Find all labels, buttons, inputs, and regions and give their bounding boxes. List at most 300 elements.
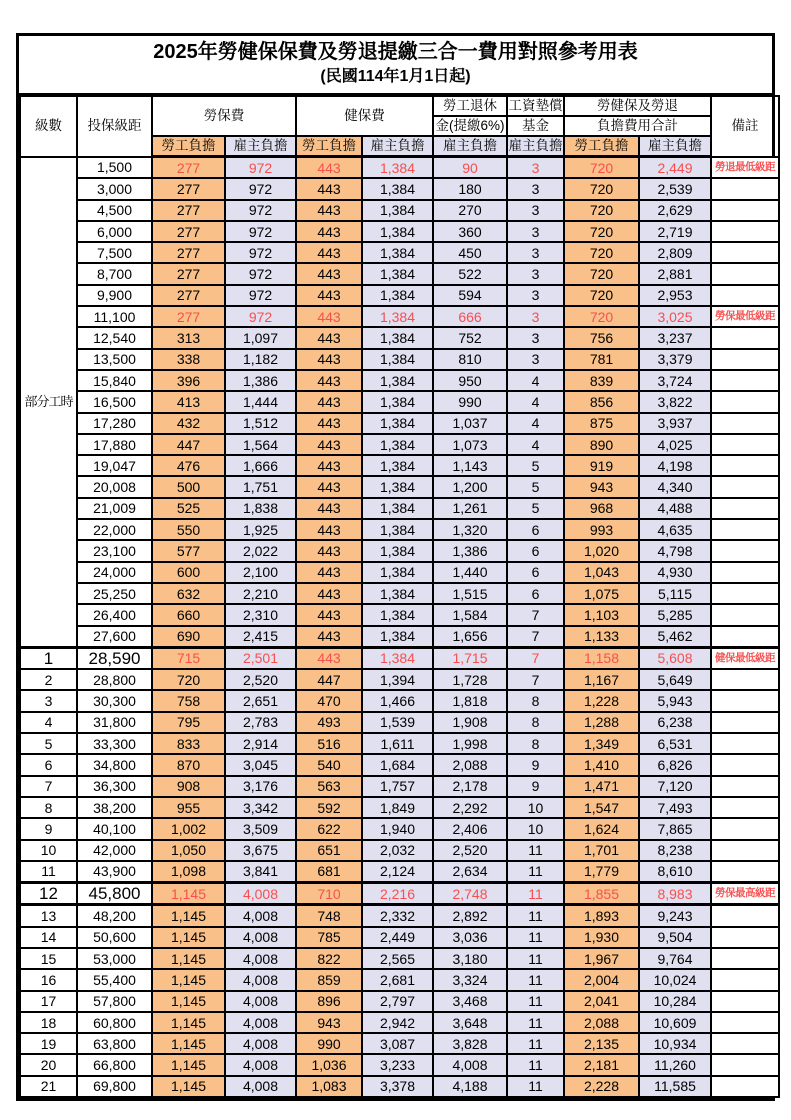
value-cell: 443 — [296, 178, 362, 199]
value-cell: 313 — [152, 327, 225, 348]
value-cell: 1,656 — [433, 626, 507, 648]
table-row — [20, 349, 779, 370]
value-cell: 2,088 — [433, 754, 507, 775]
value-cell: 11 — [507, 1012, 564, 1033]
col-header-wage-fund-line2: 基金 — [507, 116, 564, 136]
col-header-total-line1: 勞健保及勞退 — [564, 96, 711, 116]
note-cell — [711, 861, 779, 883]
value-cell: 3,237 — [639, 327, 711, 348]
col-header-labor-insurance: 勞保費 — [152, 96, 296, 136]
value-cell: 1,036 — [296, 1054, 362, 1075]
value-cell: 5 — [507, 498, 564, 519]
table-row — [20, 263, 779, 284]
value-cell: 2,310 — [225, 604, 296, 625]
note-cell — [711, 498, 779, 519]
table-row — [20, 626, 779, 648]
value-cell: 2,228 — [564, 1076, 639, 1097]
value-cell: 890 — [564, 434, 639, 455]
col-header-pension-line1: 勞工退休 — [433, 96, 507, 116]
value-cell: 443 — [296, 476, 362, 497]
value-cell: 1,925 — [225, 519, 296, 540]
bracket-cell: 28,590 — [77, 647, 152, 669]
bracket-cell: 43,900 — [77, 861, 152, 883]
value-cell: 443 — [296, 242, 362, 263]
value-cell: 443 — [296, 306, 362, 327]
value-cell: 3 — [507, 349, 564, 370]
value-cell: 10,934 — [639, 1033, 711, 1054]
premium-table-frame — [16, 33, 775, 1101]
value-cell: 810 — [433, 349, 507, 370]
value-cell: 1,384 — [362, 370, 433, 391]
value-cell: 443 — [296, 370, 362, 391]
value-cell: 919 — [564, 455, 639, 476]
value-cell: 666 — [433, 306, 507, 327]
note-cell — [711, 263, 779, 284]
value-cell: 493 — [296, 712, 362, 733]
value-cell: 1,103 — [564, 604, 639, 625]
value-cell: 2,681 — [362, 969, 433, 990]
value-cell: 6 — [507, 540, 564, 561]
subheader-health-employee: 勞工負擔 — [296, 136, 362, 157]
value-cell: 715 — [152, 647, 225, 669]
value-cell: 2,892 — [433, 905, 507, 927]
bracket-cell: 19,047 — [77, 455, 152, 476]
value-cell: 972 — [225, 306, 296, 327]
value-cell: 2,004 — [564, 969, 639, 990]
value-cell: 540 — [296, 754, 362, 775]
bracket-cell: 57,800 — [77, 991, 152, 1012]
value-cell: 470 — [296, 690, 362, 711]
value-cell: 7 — [507, 604, 564, 625]
note-cell — [711, 476, 779, 497]
value-cell: 277 — [152, 178, 225, 199]
value-cell: 2,292 — [433, 797, 507, 818]
value-cell: 972 — [225, 263, 296, 284]
bracket-cell: 66,800 — [77, 1054, 152, 1075]
value-cell: 1,967 — [564, 948, 639, 969]
subheader-total-employee: 勞工負擔 — [564, 136, 639, 157]
value-cell: 277 — [152, 285, 225, 306]
level-cell: 15 — [20, 948, 77, 969]
table-row — [20, 969, 779, 990]
value-cell: 11,260 — [639, 1054, 711, 1075]
value-cell: 1,855 — [564, 883, 639, 905]
value-cell: 5,649 — [639, 669, 711, 690]
value-cell: 632 — [152, 583, 225, 604]
value-cell: 4,340 — [639, 476, 711, 497]
value-cell: 1,384 — [362, 647, 433, 669]
value-cell: 1,384 — [362, 413, 433, 434]
value-cell: 1,684 — [362, 754, 433, 775]
value-cell: 3,675 — [225, 840, 296, 861]
bracket-cell: 45,800 — [77, 883, 152, 905]
note-cell — [711, 1012, 779, 1033]
level-cell: 17 — [20, 991, 77, 1012]
value-cell: 1,779 — [564, 861, 639, 883]
value-cell: 1,410 — [564, 754, 639, 775]
value-cell: 6,238 — [639, 712, 711, 733]
value-cell: 720 — [564, 200, 639, 221]
value-cell: 11 — [507, 991, 564, 1012]
value-cell: 1,043 — [564, 562, 639, 583]
value-cell: 443 — [296, 626, 362, 648]
value-cell: 3,180 — [433, 948, 507, 969]
value-cell: 10 — [507, 818, 564, 839]
value-cell: 1,384 — [362, 157, 433, 179]
level-cell: 8 — [20, 797, 77, 818]
value-cell: 1,384 — [362, 434, 433, 455]
note-cell — [711, 413, 779, 434]
value-cell: 1,893 — [564, 905, 639, 927]
value-cell: 1,515 — [433, 583, 507, 604]
value-cell: 2,100 — [225, 562, 296, 583]
value-cell: 4,025 — [639, 434, 711, 455]
bracket-cell: 13,500 — [77, 349, 152, 370]
bracket-cell: 40,100 — [77, 818, 152, 839]
value-cell: 972 — [225, 285, 296, 306]
level-cell: 18 — [20, 1012, 77, 1033]
value-cell: 3 — [507, 178, 564, 199]
bracket-cell: 53,000 — [77, 948, 152, 969]
value-cell: 2,124 — [362, 861, 433, 883]
value-cell: 3 — [507, 285, 564, 306]
bracket-cell: 34,800 — [77, 754, 152, 775]
note-cell: 勞保最低級距 — [711, 306, 779, 327]
value-cell: 6,531 — [639, 733, 711, 754]
value-cell: 1,384 — [362, 519, 433, 540]
value-cell: 1,471 — [564, 776, 639, 797]
table-row — [20, 776, 779, 797]
value-cell: 6 — [507, 519, 564, 540]
bracket-cell: 7,500 — [77, 242, 152, 263]
value-cell: 2,088 — [564, 1012, 639, 1033]
table-row — [20, 583, 779, 604]
value-cell: 3,233 — [362, 1054, 433, 1075]
value-cell: 720 — [564, 242, 639, 263]
value-cell: 1,145 — [152, 1033, 225, 1054]
value-cell: 4,008 — [225, 991, 296, 1012]
value-cell: 443 — [296, 540, 362, 561]
table-row — [20, 818, 779, 839]
value-cell: 1,384 — [362, 285, 433, 306]
value-cell: 748 — [296, 905, 362, 927]
value-cell: 5 — [507, 476, 564, 497]
note-cell — [711, 583, 779, 604]
table-row — [20, 669, 779, 690]
value-cell: 6 — [507, 562, 564, 583]
note-cell — [711, 927, 779, 948]
value-cell: 443 — [296, 562, 362, 583]
value-cell: 1,384 — [362, 604, 433, 625]
value-cell: 413 — [152, 391, 225, 412]
value-cell: 1,908 — [433, 712, 507, 733]
table-row — [20, 647, 779, 669]
value-cell: 1,098 — [152, 861, 225, 883]
value-cell: 833 — [152, 733, 225, 754]
note-cell — [711, 1076, 779, 1097]
bracket-cell: 21,009 — [77, 498, 152, 519]
value-cell: 443 — [296, 498, 362, 519]
bracket-cell: 12,540 — [77, 327, 152, 348]
value-cell: 3,822 — [639, 391, 711, 412]
value-cell: 1,466 — [362, 690, 433, 711]
bracket-cell: 3,000 — [77, 178, 152, 199]
table-row — [20, 1012, 779, 1033]
table-row — [20, 455, 779, 476]
value-cell: 10,284 — [639, 991, 711, 1012]
value-cell: 720 — [564, 285, 639, 306]
note-cell — [711, 948, 779, 969]
value-cell: 277 — [152, 263, 225, 284]
value-cell: 2,942 — [362, 1012, 433, 1033]
note-cell — [711, 626, 779, 648]
value-cell: 11 — [507, 883, 564, 905]
page-title: 2025年勞健保保費及勞退提繳三合一費用對照參考用表 — [153, 41, 638, 63]
value-cell: 3 — [507, 200, 564, 221]
value-cell: 2,178 — [433, 776, 507, 797]
value-cell: 443 — [296, 519, 362, 540]
level-cell: 9 — [20, 818, 77, 839]
value-cell: 1,818 — [433, 690, 507, 711]
value-cell: 720 — [564, 263, 639, 284]
value-cell: 1,145 — [152, 969, 225, 990]
value-cell: 2,449 — [362, 927, 433, 948]
value-cell: 1,349 — [564, 733, 639, 754]
value-cell: 3,724 — [639, 370, 711, 391]
value-cell: 1,384 — [362, 476, 433, 497]
value-cell: 4,008 — [225, 1033, 296, 1054]
table-body — [20, 157, 779, 1098]
value-cell: 1,158 — [564, 647, 639, 669]
bracket-cell: 9,900 — [77, 285, 152, 306]
value-cell: 432 — [152, 413, 225, 434]
value-cell: 1,384 — [362, 540, 433, 561]
value-cell: 4,635 — [639, 519, 711, 540]
value-cell: 1,075 — [564, 583, 639, 604]
bracket-cell: 30,300 — [77, 690, 152, 711]
table-row — [20, 242, 779, 263]
col-header-pension-line2: 金(提繳6%) — [433, 116, 507, 136]
level-cell: 5 — [20, 733, 77, 754]
bracket-cell: 11,100 — [77, 306, 152, 327]
value-cell: 9,764 — [639, 948, 711, 969]
value-cell: 1,020 — [564, 540, 639, 561]
value-cell: 2,449 — [639, 157, 711, 179]
value-cell: 1,384 — [362, 626, 433, 648]
value-cell: 2,501 — [225, 647, 296, 669]
value-cell: 277 — [152, 200, 225, 221]
bracket-cell: 25,250 — [77, 583, 152, 604]
value-cell: 943 — [296, 1012, 362, 1033]
subheader-total-employer: 雇主負擔 — [639, 136, 711, 157]
value-cell: 1,167 — [564, 669, 639, 690]
bracket-cell: 36,300 — [77, 776, 152, 797]
value-cell: 443 — [296, 285, 362, 306]
bracket-cell: 17,880 — [77, 434, 152, 455]
value-cell: 3,176 — [225, 776, 296, 797]
value-cell: 592 — [296, 797, 362, 818]
value-cell: 4 — [507, 434, 564, 455]
value-cell: 1,384 — [362, 178, 433, 199]
table-row — [20, 905, 779, 927]
value-cell: 1,182 — [225, 349, 296, 370]
subheader-labor-employer: 雇主負擔 — [225, 136, 296, 157]
value-cell: 943 — [564, 476, 639, 497]
value-cell: 859 — [296, 969, 362, 990]
value-cell: 360 — [433, 221, 507, 242]
value-cell: 2,332 — [362, 905, 433, 927]
value-cell: 7 — [507, 647, 564, 669]
note-cell — [711, 221, 779, 242]
value-cell: 3,036 — [433, 927, 507, 948]
table-row — [20, 1033, 779, 1054]
level-cell: 14 — [20, 927, 77, 948]
table-row — [20, 327, 779, 348]
table-row — [20, 604, 779, 625]
table-row — [20, 733, 779, 754]
value-cell: 690 — [152, 626, 225, 648]
value-cell: 1,384 — [362, 349, 433, 370]
title-block — [19, 36, 772, 95]
value-cell: 476 — [152, 455, 225, 476]
value-cell: 11 — [507, 840, 564, 861]
value-cell: 1,083 — [296, 1076, 362, 1097]
note-cell — [711, 178, 779, 199]
value-cell: 2,406 — [433, 818, 507, 839]
value-cell: 4,008 — [225, 969, 296, 990]
table-row — [20, 285, 779, 306]
note-cell — [711, 690, 779, 711]
value-cell: 7,120 — [639, 776, 711, 797]
bracket-cell: 38,200 — [77, 797, 152, 818]
bracket-cell: 16,500 — [77, 391, 152, 412]
note-cell — [711, 327, 779, 348]
value-cell: 1,624 — [564, 818, 639, 839]
note-cell — [711, 562, 779, 583]
value-cell: 450 — [433, 242, 507, 263]
bracket-cell: 6,000 — [77, 221, 152, 242]
value-cell: 2,539 — [639, 178, 711, 199]
value-cell: 522 — [433, 263, 507, 284]
value-cell: 720 — [152, 669, 225, 690]
value-cell: 9 — [507, 776, 564, 797]
value-cell: 3,378 — [362, 1076, 433, 1097]
value-cell: 443 — [296, 263, 362, 284]
value-cell: 3,648 — [433, 1012, 507, 1033]
value-cell: 1,145 — [152, 1054, 225, 1075]
value-cell: 1,261 — [433, 498, 507, 519]
value-cell: 758 — [152, 690, 225, 711]
value-cell: 1,394 — [362, 669, 433, 690]
value-cell: 4,008 — [225, 1054, 296, 1075]
value-cell: 752 — [433, 327, 507, 348]
value-cell: 7 — [507, 669, 564, 690]
table-row — [20, 178, 779, 199]
value-cell: 3,342 — [225, 797, 296, 818]
subheader-labor-employee: 勞工負擔 — [152, 136, 225, 157]
value-cell: 3,379 — [639, 349, 711, 370]
note-cell — [711, 969, 779, 990]
value-cell: 720 — [564, 306, 639, 327]
value-cell: 10 — [507, 797, 564, 818]
value-cell: 1,320 — [433, 519, 507, 540]
table-row — [20, 927, 779, 948]
value-cell: 2,181 — [564, 1054, 639, 1075]
value-cell: 338 — [152, 349, 225, 370]
level-cell: 21 — [20, 1076, 77, 1097]
note-cell — [711, 604, 779, 625]
value-cell: 1,384 — [362, 263, 433, 284]
table-row — [20, 562, 779, 583]
subheader-pension-employer: 雇主負擔 — [433, 136, 507, 157]
note-cell — [711, 540, 779, 561]
value-cell: 1,145 — [152, 948, 225, 969]
bracket-cell: 4,500 — [77, 200, 152, 221]
value-cell: 5,462 — [639, 626, 711, 648]
value-cell: 785 — [296, 927, 362, 948]
value-cell: 5 — [507, 455, 564, 476]
value-cell: 795 — [152, 712, 225, 733]
note-cell — [711, 991, 779, 1012]
col-header-note: 備註 — [711, 96, 779, 157]
note-cell — [711, 434, 779, 455]
value-cell: 443 — [296, 221, 362, 242]
value-cell: 7 — [507, 626, 564, 648]
value-cell: 1,145 — [152, 1076, 225, 1097]
value-cell: 8,983 — [639, 883, 711, 905]
level-cell: 4 — [20, 712, 77, 733]
value-cell: 6,826 — [639, 754, 711, 775]
value-cell: 447 — [296, 669, 362, 690]
value-cell: 681 — [296, 861, 362, 883]
value-cell: 710 — [296, 883, 362, 905]
value-cell: 277 — [152, 157, 225, 179]
value-cell: 870 — [152, 754, 225, 775]
value-cell: 756 — [564, 327, 639, 348]
value-cell: 4,008 — [225, 927, 296, 948]
value-cell: 563 — [296, 776, 362, 797]
bracket-cell: 22,000 — [77, 519, 152, 540]
value-cell: 2,520 — [433, 840, 507, 861]
value-cell: 11,585 — [639, 1076, 711, 1097]
value-cell: 875 — [564, 413, 639, 434]
value-cell: 4 — [507, 413, 564, 434]
value-cell: 1,145 — [152, 927, 225, 948]
value-cell: 856 — [564, 391, 639, 412]
value-cell: 1,384 — [362, 200, 433, 221]
value-cell: 8,610 — [639, 861, 711, 883]
value-cell: 1,002 — [152, 818, 225, 839]
value-cell: 2,022 — [225, 540, 296, 561]
value-cell: 1,715 — [433, 647, 507, 669]
value-cell: 720 — [564, 178, 639, 199]
value-cell: 277 — [152, 306, 225, 327]
value-cell: 1,145 — [152, 905, 225, 927]
value-cell: 443 — [296, 647, 362, 669]
value-cell: 7,865 — [639, 818, 711, 839]
value-cell: 2,914 — [225, 733, 296, 754]
bracket-cell: 27,600 — [77, 626, 152, 648]
note-cell — [711, 370, 779, 391]
value-cell: 1,145 — [152, 991, 225, 1012]
value-cell: 10,024 — [639, 969, 711, 990]
value-cell: 1,288 — [564, 712, 639, 733]
value-cell: 3,324 — [433, 969, 507, 990]
bracket-cell: 33,300 — [77, 733, 152, 754]
value-cell: 781 — [564, 349, 639, 370]
subheader-wage-fund-employer: 雇主負擔 — [507, 136, 564, 157]
value-cell: 968 — [564, 498, 639, 519]
